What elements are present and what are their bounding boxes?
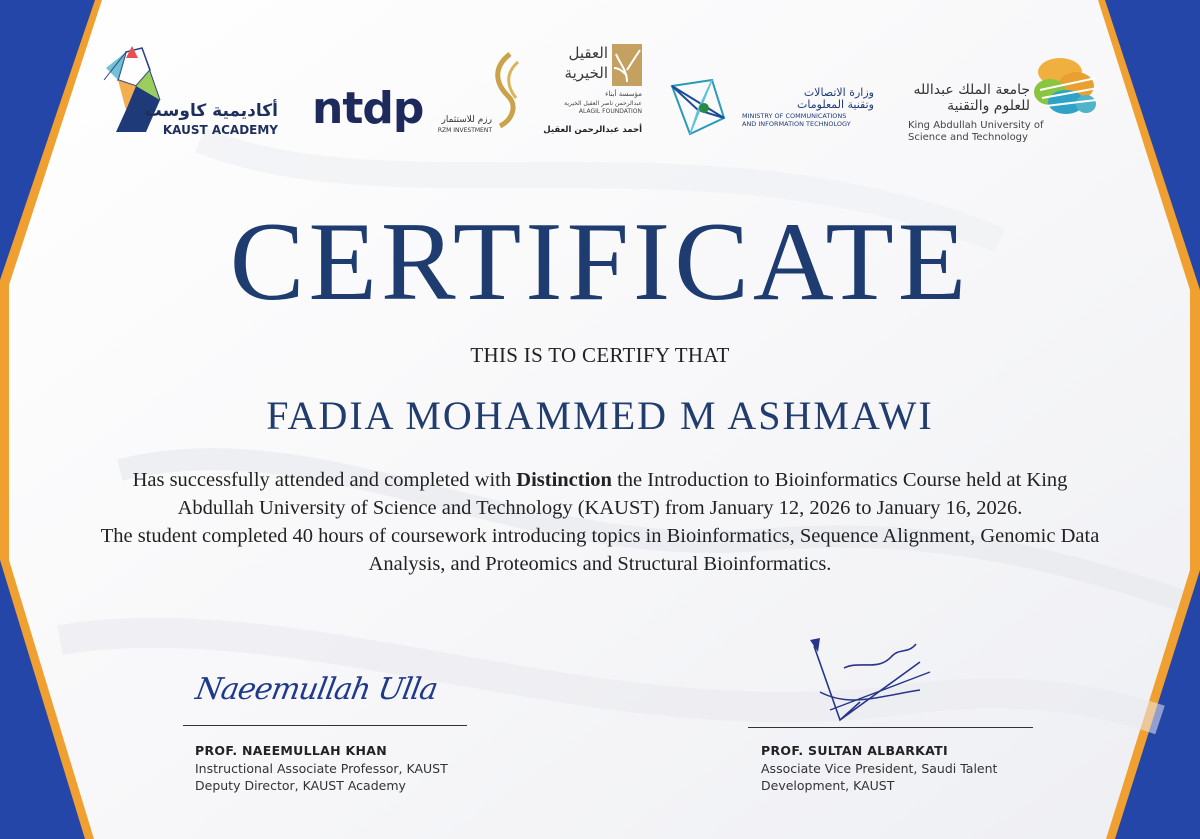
certify-line: THIS IS TO CERTIFY THAT <box>470 343 730 367</box>
alagil-arabic-4: عبدالرحمن ناصر العقيل الخيرية <box>564 100 642 107</box>
alagil-arabic-1: العقيل <box>568 44 608 62</box>
body-text-1: Has successfully attended and completed with <box>132 469 517 491</box>
kaust-arabic-1: جامعة الملك عبدالله <box>913 82 1030 98</box>
rzm-english: RZM INVESTMENT <box>437 127 492 134</box>
body-paragraph-1 <box>100 466 1100 522</box>
body-text-2: the Introduction to Bioinformatics Course held at King Abdullah University of Science and Technology (KAUST) from January 12, 2026 to January 16, 2026. <box>177 469 1068 519</box>
signature-left: Naeemullah Ulla <box>192 672 440 707</box>
mcit-arabic-1: وزارة الاتصالات <box>803 86 874 99</box>
kaust-logo <box>900 52 1110 148</box>
alagil-arabic-5: أحمد عبدالرحمن العقيل <box>543 125 642 135</box>
signatory-role-left-2: Deputy Director, KAUST Academy <box>195 778 406 793</box>
alagil-arabic-2: الخيرية <box>564 64 608 82</box>
signature-right <box>800 632 950 732</box>
mcit-logo <box>668 76 878 140</box>
kaust-english-2: Science and Technology <box>908 132 1028 143</box>
signatory-role-right-2: Development, KAUST <box>761 778 895 793</box>
rzm-investment-logo <box>437 48 532 136</box>
rzm-arabic: رزم للاستثمار <box>441 115 492 125</box>
kaust-academy-english: KAUST ACADEMY <box>162 123 278 137</box>
signatory-role-left-1: Instructional Associate Professor, KAUST <box>195 761 448 776</box>
certificate-body <box>100 466 1100 578</box>
distinction-text: Distinction <box>516 469 612 491</box>
signature-line-right <box>748 727 1033 728</box>
certificate-title: CERTIFICATE <box>229 200 971 324</box>
signatory-name-right: PROF. SULTAN ALBARKATI <box>761 743 948 758</box>
alagil-english: ALAGIL FOUNDATION <box>578 108 642 115</box>
mcit-arabic-2: وتقنية المعلومات <box>797 98 874 111</box>
kaust-arabic-2: للعلوم والتقنية <box>947 98 1030 114</box>
kaust-english-1: King Abdullah University of <box>908 120 1044 131</box>
mcit-english-2: AND INFORMATION TECHNOLOGY <box>742 120 851 128</box>
signatory-name-left: PROF. NAEEMULLAH KHAN <box>195 743 388 758</box>
recipient-name: FADIA MOHAMMED M ASHMAWI <box>266 393 934 438</box>
signatory-role-right-1: Associate Vice President, Saudi Talent <box>761 761 998 776</box>
ntdp-logo: ntdp <box>312 83 424 134</box>
alagil-arabic-3: مؤسسة أبناء <box>605 90 642 98</box>
body-paragraph-2: The student completed 40 hours of coursework introducing topics in Bioinformatics, Sequence Alignment, Genomic Data Analysis, and Proteomics and Structural Bioinformatics. <box>100 525 1100 575</box>
signature-line-left <box>183 725 467 726</box>
kaust-academy-arabic: أكاديمية كاوست <box>144 101 278 121</box>
alagil-foundation-logo <box>544 40 650 144</box>
mcit-english-1: MINISTRY OF COMMUNICATIONS <box>742 112 847 120</box>
kaust-academy-logo <box>96 40 286 140</box>
